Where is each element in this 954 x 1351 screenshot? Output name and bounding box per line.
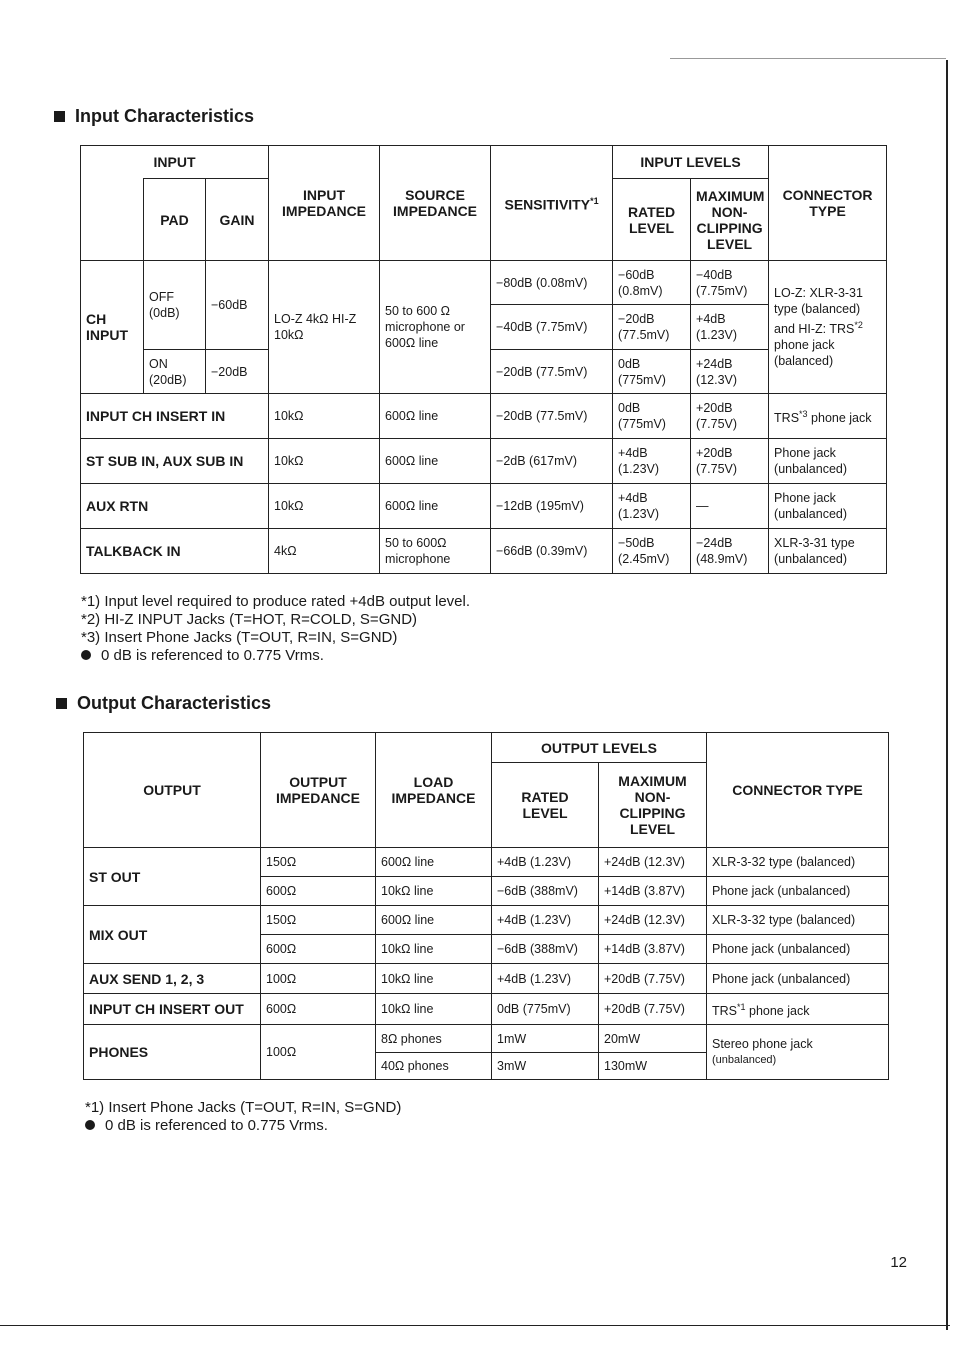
row-talkback-rated: −50dB (2.45mV): [613, 529, 691, 574]
insert-out-name: INPUT CH INSERT OUT: [84, 994, 261, 1025]
st-out-conn-2: Phone jack (unbalanced): [707, 877, 889, 906]
insert-out-rated: 0dB (775mV): [492, 994, 599, 1025]
row-talkback-source: 50 to 600Ω microphone: [380, 529, 491, 574]
header-output: OUTPUT: [84, 733, 261, 848]
row-aux-rtn-max: —: [691, 484, 769, 529]
ch-input-source: 50 to 600 Ω microphone or 600Ω line: [380, 261, 491, 394]
row-insert-in-impedance: 10kΩ: [269, 394, 380, 439]
insert-out-conn: [707, 994, 889, 1025]
output-bullet-note: [85, 1117, 401, 1135]
phones-rated-1: 1mW: [492, 1025, 599, 1053]
bullet-icon: [85, 1120, 95, 1130]
row-aux-rtn-source: 600Ω line: [380, 484, 491, 529]
insert-out-max: +20dB (7.75V): [599, 994, 707, 1025]
output-bullet-text: 0 dB is referenced to 0.775 Vrms.: [105, 1117, 328, 1134]
phones-conn: [707, 1025, 889, 1080]
st-out-load-2: 10kΩ line: [376, 877, 492, 906]
row-insert-in-source: 600Ω line: [380, 394, 491, 439]
ch-sensitivity-3: −20dB (77.5mV): [491, 350, 613, 394]
st-out-imp-1: 150Ω: [261, 848, 376, 877]
row-insert-in-name: INPUT CH INSERT IN: [81, 394, 269, 439]
row-st-sub-connector: Phone jack (unbalanced): [769, 439, 887, 484]
row-talkback-name: TALKBACK IN: [81, 529, 269, 574]
page-number: 12: [890, 1254, 907, 1271]
aux-send-rated: +4dB (1.23V): [492, 964, 599, 994]
gain-on: −20dB: [206, 350, 269, 394]
ch-max-1: −40dB (7.75mV): [691, 261, 769, 305]
st-out-max-1: +24dB (12.3V): [599, 848, 707, 877]
insert-out-imp: 600Ω: [261, 994, 376, 1025]
st-out-conn-1: XLR-3-32 type (balanced): [707, 848, 889, 877]
ch-connector-text: LO-Z: XLR-3-31 type (balanced) and HI-Z: TRS: [774, 285, 863, 337]
aux-send-name: AUX SEND 1, 2, 3: [84, 964, 261, 994]
header-out-max-level: MAXIMUM NON-CLIPPING LEVEL: [599, 763, 707, 848]
header-output-levels: OUTPUT LEVELS: [492, 733, 707, 763]
mix-out-load-2: 10kΩ line: [376, 935, 492, 964]
output-section-title: [56, 693, 271, 714]
phones-max-1: 20mW: [599, 1025, 707, 1053]
mix-out-load-1: 600Ω line: [376, 906, 492, 935]
row-talkback-sensitivity: −66dB (0.39mV): [491, 529, 613, 574]
right-edge-rule: [946, 60, 948, 1330]
phones-imp: 100Ω: [261, 1025, 376, 1080]
row-st-sub-impedance: 10kΩ: [269, 439, 380, 484]
input-bullet-text: 0 dB is referenced to 0.775 Vrms.: [101, 647, 324, 664]
st-out-rated-1: +4dB (1.23V): [492, 848, 599, 877]
row-insert-in-conn-tail: phone jack: [807, 411, 872, 426]
mix-out-imp-1: 150Ω: [261, 906, 376, 935]
insert-out-load: 10kΩ line: [376, 994, 492, 1025]
aux-send-load: 10kΩ line: [376, 964, 492, 994]
st-out-load-1: 600Ω line: [376, 848, 492, 877]
header-source-impedance: SOURCE IMPEDANCE: [380, 146, 491, 261]
input-footnote-1: *1) Input level required to produce rated +4dB output level.: [81, 593, 471, 610]
row-aux-rtn-connector: Phone jack (unbalanced): [769, 484, 887, 529]
header-out-rated-level: RATED LEVEL: [492, 763, 599, 848]
ch-sensitivity-1: −80dB (0.08mV): [491, 261, 613, 305]
mix-out-conn-2: Phone jack (unbalanced): [707, 935, 889, 964]
mix-out-rated-2: −6dB (388mV): [492, 935, 599, 964]
phones-rated-2: 3mW: [492, 1053, 599, 1080]
row-st-sub-name: ST SUB IN, AUX SUB IN: [81, 439, 269, 484]
gain-off: −60dB: [206, 261, 269, 350]
ch-connector-tail: phone jack (balanced): [774, 338, 835, 369]
header-input-spacer: [81, 179, 144, 261]
row-aux-rtn-name: AUX RTN: [81, 484, 269, 529]
bullet-icon: [81, 650, 91, 660]
header-rated-level: RATED LEVEL: [613, 179, 691, 261]
phones-load-1: 8Ω phones: [376, 1025, 492, 1053]
row-insert-in-max: +20dB (7.75V): [691, 394, 769, 439]
output-footnotes: [85, 1099, 401, 1135]
header-sensitivity: [491, 146, 613, 261]
square-bullet-icon: [54, 111, 65, 122]
insert-out-conn-footnote: *1: [737, 1001, 746, 1012]
ch-max-3: +24dB (12.3V): [691, 350, 769, 394]
ch-connector-footnote: *2: [854, 319, 863, 330]
phones-conn-small: (unbalanced): [712, 1054, 777, 1066]
header-input: INPUT: [81, 146, 269, 179]
input-section-title: [54, 106, 254, 127]
row-st-sub-rated: +4dB (1.23V): [613, 439, 691, 484]
aux-send-conn: Phone jack (unbalanced): [707, 964, 889, 994]
phones-load-2: 40Ω phones: [376, 1053, 492, 1080]
square-bullet-icon: [56, 698, 67, 709]
phones-max-2: 130mW: [599, 1053, 707, 1080]
st-out-rated-2: −6dB (388mV): [492, 877, 599, 906]
input-bullet-note: [81, 647, 470, 665]
ch-input-impedance: LO-Z 4kΩ HI-Z 10kΩ: [269, 261, 380, 394]
ch-input-connector: [769, 261, 887, 394]
phones-name: PHONES: [84, 1025, 261, 1080]
row-talkback-impedance: 4kΩ: [269, 529, 380, 574]
top-rule: [670, 58, 946, 59]
st-out-imp-2: 600Ω: [261, 877, 376, 906]
header-gain: GAIN: [206, 179, 269, 261]
mix-out-max-2: +14dB (3.87V): [599, 935, 707, 964]
output-title-text: Output Characteristics: [77, 693, 272, 713]
sensitivity-footnote: *1: [590, 196, 599, 207]
sensitivity-text: SENSITIVITY: [504, 196, 591, 213]
input-characteristics-table: [80, 145, 887, 574]
mix-out-rated-1: +4dB (1.23V): [492, 906, 599, 935]
row-st-sub-source: 600Ω line: [380, 439, 491, 484]
row-insert-in-sensitivity: −20dB (77.5mV): [491, 394, 613, 439]
st-out-name: ST OUT: [84, 848, 261, 906]
mix-out-name: MIX OUT: [84, 906, 261, 964]
ch-max-2: +4dB (1.23V): [691, 305, 769, 350]
row-insert-in-conn-footnote: *3: [799, 408, 808, 419]
row-st-sub-max: +20dB (7.75V): [691, 439, 769, 484]
mix-out-conn-1: XLR-3-32 type (balanced): [707, 906, 889, 935]
st-out-max-2: +14dB (3.87V): [599, 877, 707, 906]
aux-send-imp: 100Ω: [261, 964, 376, 994]
pad-off: OFF (0dB): [144, 261, 206, 350]
mix-out-imp-2: 600Ω: [261, 935, 376, 964]
insert-out-conn-text: TRS: [712, 1004, 737, 1019]
row-aux-rtn-rated: +4dB (1.23V): [613, 484, 691, 529]
header-input-levels: INPUT LEVELS: [613, 146, 769, 179]
header-load-impedance: LOAD IMPEDANCE: [376, 733, 492, 848]
ch-sensitivity-2: −40dB (7.75mV): [491, 305, 613, 350]
insert-out-conn-tail: phone jack: [745, 1004, 810, 1019]
header-output-impedance: OUTPUT IMPEDANCE: [261, 733, 376, 848]
row-aux-rtn-impedance: 10kΩ: [269, 484, 380, 529]
input-title-text: Input Characteristics: [75, 106, 255, 126]
input-footnote-3: *3) Insert Phone Jacks (T=OUT, R=IN, S=GND): [81, 629, 398, 646]
row-insert-in-connector: [769, 394, 887, 439]
ch-input-label: CH INPUT: [81, 261, 144, 394]
input-footnote-2: *2) HI-Z INPUT Jacks (T=HOT, R=COLD, S=GND): [81, 611, 418, 628]
phones-conn-text: Stereo phone jack: [712, 1037, 813, 1051]
pad-on: ON (20dB): [144, 350, 206, 394]
row-insert-in-rated: 0dB (775mV): [613, 394, 691, 439]
row-aux-rtn-sensitivity: −12dB (195mV): [491, 484, 613, 529]
input-footnotes: [81, 593, 470, 665]
header-connector-type: CONNECTOR TYPE: [769, 146, 887, 261]
header-out-connector-type: CONNECTOR TYPE: [707, 733, 889, 848]
row-st-sub-sensitivity: −2dB (617mV): [491, 439, 613, 484]
row-talkback-connector: XLR-3-31 type (unbalanced): [769, 529, 887, 574]
ch-rated-3: 0dB (775mV): [613, 350, 691, 394]
output-footnote-1: *1) Insert Phone Jacks (T=OUT, R=IN, S=GND): [85, 1099, 402, 1116]
ch-rated-1: −60dB (0.8mV): [613, 261, 691, 305]
output-characteristics-table: [83, 732, 889, 1080]
header-input-impedance: INPUT IMPEDANCE: [269, 146, 380, 261]
header-max-level: MAXIMUM NON-CLIPPING LEVEL: [691, 179, 769, 261]
header-pad: PAD: [144, 179, 206, 261]
row-insert-in-conn-text: TRS: [774, 411, 800, 426]
bottom-rule: [0, 1325, 950, 1326]
mix-out-max-1: +24dB (12.3V): [599, 906, 707, 935]
aux-send-max: +20dB (7.75V): [599, 964, 707, 994]
row-talkback-max: −24dB (48.9mV): [691, 529, 769, 574]
ch-rated-2: −20dB (77.5mV): [613, 305, 691, 350]
